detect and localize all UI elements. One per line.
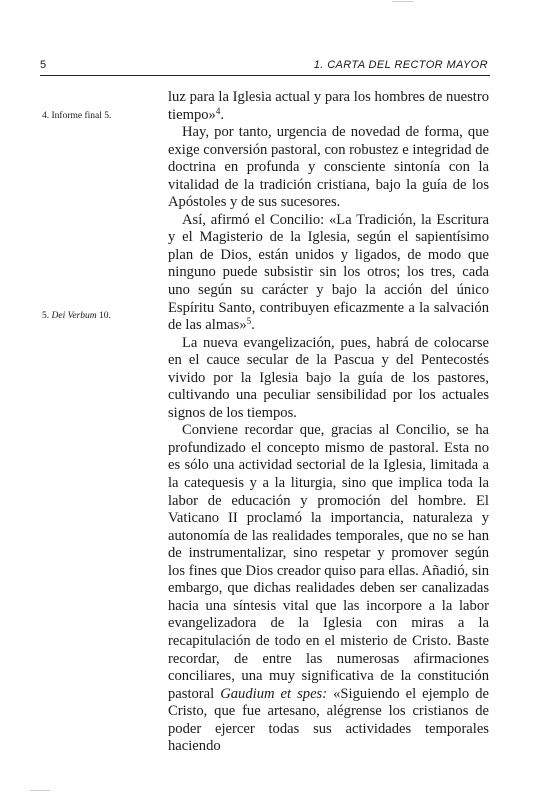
running-head: 1. CARTA DEL RECTOR MAYOR: [313, 59, 488, 71]
paragraph-text-continued: «Siguiendo el ejemplo de Cristo, que fue artesano, alégrense los cristianos de poder ejercer todas sus actividades temporales haciendo: [168, 685, 489, 755]
margin-note-5: [42, 310, 162, 322]
paragraph-text: Conviene recordar que, gracias al Concilio, se ha profundizado el concepto mismo de pastoral. Esta no es sólo una actividad sectorial de la Iglesia, limitada a la catequesis y a la liturgia, sino que implica toda la labor de educación y promoción del hombre. El Vaticano II proclamó la importancia, naturaleza y autonomía de las realidades temporales, que no se han de instrumentalizar, sino respetar y promover según los fines que Dios creador quiso para ellas. Añadió, sin embargo, que dichas realidades deben ser canalizadas hacia una síntesis vital que las incorpore a la labor evangelizadora de la Iglesia con miras a la recapitulación de todo en el misterio de Cristo. Baste recordar, de entre las numerosas afirmaciones conciliares, una muy significativa de la constitución pastoral: [168, 422, 489, 702]
margin-note-number: 5.: [42, 311, 50, 321]
page-number: 5: [40, 59, 47, 71]
margin-note-label: 4. Informe final 5.: [42, 111, 112, 121]
paragraph-tail: .: [220, 106, 224, 123]
crop-mark-bottom: [30, 790, 50, 791]
paragraph-tail: .: [251, 317, 255, 334]
italic-title: Gaudium et spes:: [220, 685, 328, 702]
margin-note-rest: 10.: [96, 311, 111, 321]
margin-note-4: [42, 110, 162, 122]
paragraph-text: Así, afirmó el Concilio: «La Tradición, la Escritura y el Magisterio de la Iglesia, según el sapientísimo plan de Dios, están unidos y ligados, de modo que ninguno puede subsistir sin los otros; los tres, cada uno según su carácter y bajo la acción del único Espíritu Santo, contribuyen eficazmente a la salvación de las almas»: [168, 211, 489, 334]
paragraph-4: [168, 335, 489, 423]
margin-note-source: Dei Verbum: [51, 311, 97, 321]
paragraph-text: Hay, por tanto, urgencia de novedad de forma, que exige conversión pastoral, con robustez e integridad de doctrina en profunda y consciente sintonía con la vitalidad de la tradición cristiana, bajo la guía de los Apóstoles y de sus sucesores.: [168, 124, 489, 211]
body-text: [168, 89, 489, 756]
paragraph-2: [168, 124, 489, 212]
crop-mark-top: [392, 1, 414, 2]
footnote-ref-5: 5: [246, 316, 252, 327]
paragraph-text: luz para la Iglesia actual y para los hombres de nuestro tiempo»: [168, 89, 489, 123]
paragraph-5: [168, 422, 489, 755]
paragraph-1: [168, 89, 489, 124]
paragraph-3: [168, 212, 489, 335]
page-header: [40, 58, 490, 76]
paragraph-text: La nueva evangelización, pues, habrá de colocarse en el cauce secular de la Pascua y del Pentecostés vivido por la Iglesia bajo la guía de los pastores, cultivando una peculiar sensibilidad por los actuales signos de los tiempos.: [168, 334, 489, 421]
footnote-ref-4: 4: [215, 105, 221, 116]
